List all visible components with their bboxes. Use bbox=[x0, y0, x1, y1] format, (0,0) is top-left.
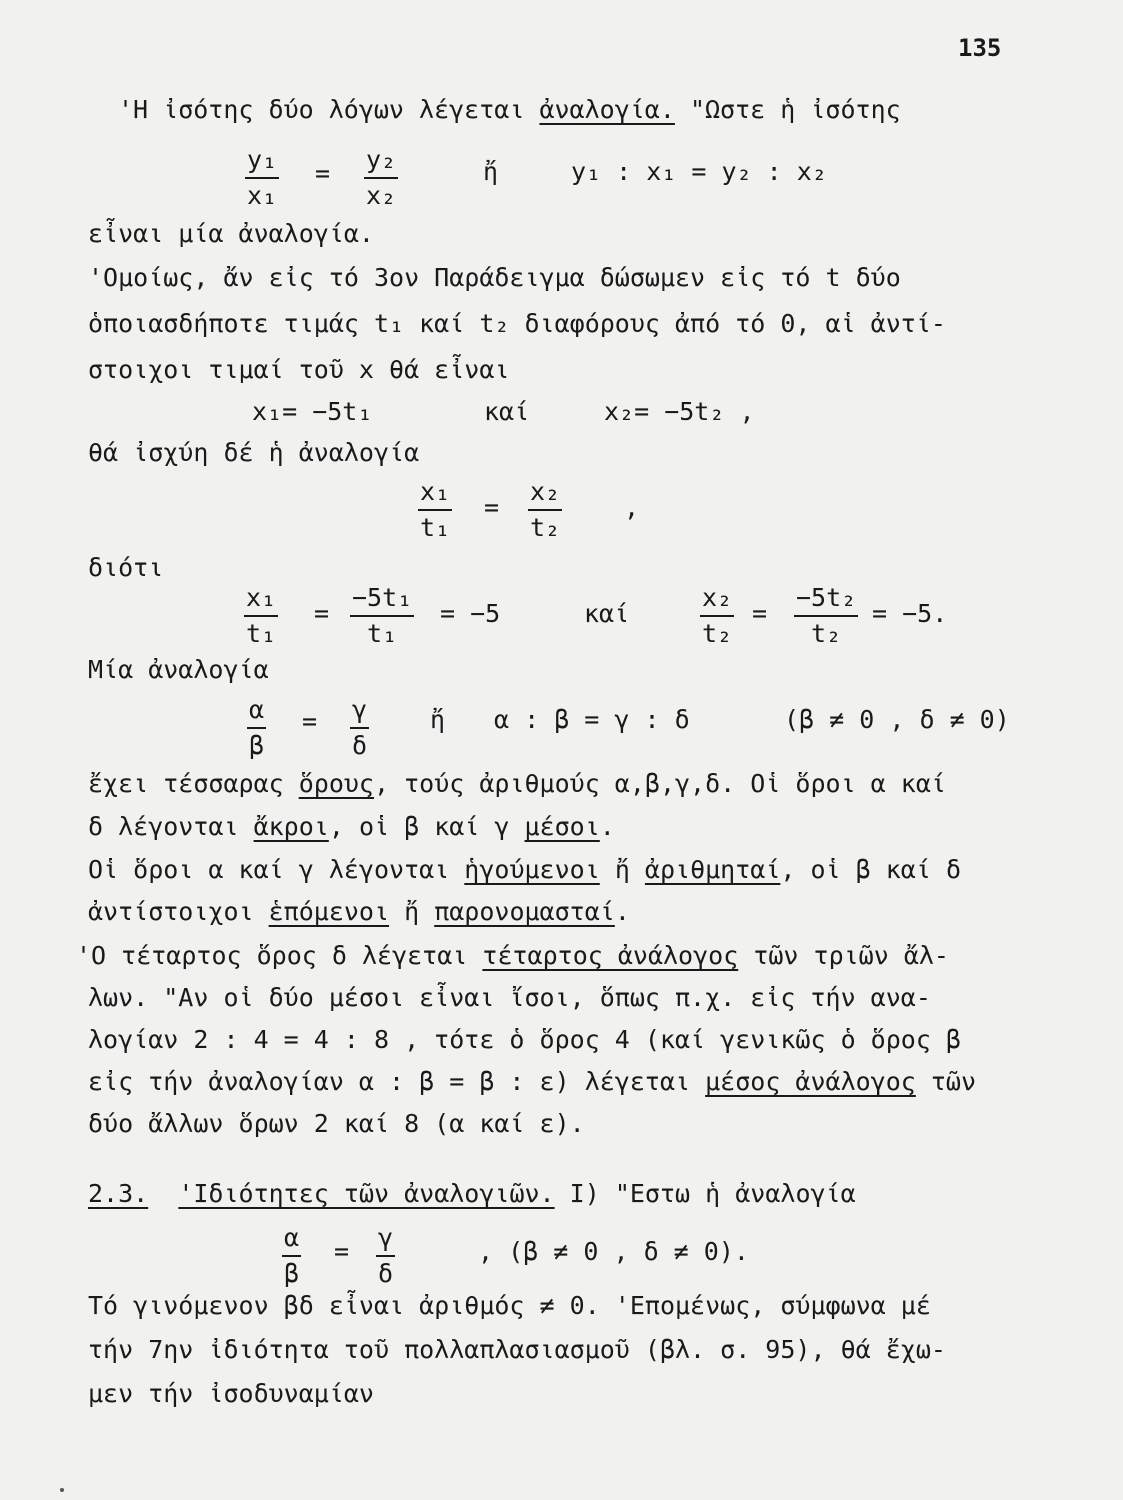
term-underlined: ἄκροι bbox=[253, 812, 329, 841]
section-number: 2.3. bbox=[88, 1179, 149, 1208]
numerator: −5t₁ bbox=[350, 584, 414, 617]
fraction bbox=[350, 696, 369, 760]
equation-right: x₂= −5t₂ , bbox=[604, 397, 755, 426]
text: , οἱ β καί δ bbox=[780, 855, 962, 884]
numerator: x₂ bbox=[700, 584, 734, 617]
condition: , (β ≠ 0 , δ ≠ 0). bbox=[478, 1237, 749, 1266]
text-line bbox=[88, 896, 630, 928]
text-line: λογίαν 2 : 4 = 4 : 8 , τότε ὁ ὅρος 4 (καί γενικῶς ὁ ὅρος β bbox=[88, 1025, 961, 1054]
text-line bbox=[76, 940, 949, 972]
term-underlined: ἡγούμενοι bbox=[464, 855, 600, 884]
text-line bbox=[88, 1066, 976, 1098]
fraction bbox=[528, 478, 562, 542]
section-heading bbox=[88, 1178, 856, 1210]
condition: (β ≠ 0 , δ ≠ 0) bbox=[784, 705, 1010, 734]
text: Οἱ ὅροι α καί γ λέγονται bbox=[88, 855, 465, 884]
fraction bbox=[245, 146, 279, 210]
denominator: δ bbox=[352, 731, 368, 760]
text: δ λέγονται bbox=[88, 812, 254, 841]
numerator: γ bbox=[350, 696, 369, 729]
numerator: y₁ bbox=[245, 146, 279, 179]
equals-sign: = bbox=[302, 707, 318, 736]
section-title: 'Ιδιότητες τῶν ἀναλογιῶν. bbox=[178, 1179, 555, 1208]
text-line: δύο ἄλλων ὅρων 2 καί 8 (α καί ε). bbox=[88, 1109, 585, 1138]
text: ἤ bbox=[599, 855, 645, 884]
text: τῶν bbox=[915, 1067, 977, 1096]
fraction bbox=[244, 584, 278, 648]
denominator: t₂ bbox=[702, 619, 733, 648]
equals-sign: = bbox=[334, 1237, 350, 1266]
text-line: μεν τήν ἰσοδυναμίαν bbox=[88, 1379, 374, 1408]
text: , τούς ἀριθμούς α,β,γ,δ. Οἱ ὅροι α καί bbox=[373, 769, 946, 798]
text-line bbox=[88, 768, 946, 800]
denominator: β bbox=[249, 731, 265, 760]
numerator: y₂ bbox=[364, 146, 398, 179]
or-word: ἤ bbox=[430, 705, 446, 734]
text-line: εἶναι μία ἀναλογία. bbox=[88, 219, 374, 248]
term-underlined: μέσοι bbox=[524, 812, 600, 841]
equals-sign: = bbox=[314, 599, 330, 628]
term-underlined: ἑπόμενοι bbox=[268, 897, 390, 926]
fraction bbox=[350, 584, 414, 648]
text-line: Μία ἀναλογία bbox=[88, 655, 269, 684]
equals-sign: = bbox=[315, 159, 331, 188]
text: 'Η ἰσότης δύο λόγων λέγεται bbox=[118, 95, 540, 124]
term-underlined: ὅρους bbox=[298, 769, 374, 798]
fraction bbox=[247, 696, 266, 760]
denominator: t₁ bbox=[420, 513, 451, 542]
text-line: ὁποιασδήποτε τιμάς t₁ καί t₂ διαφόρους ἀπό τό 0, αἱ ἀντί- bbox=[88, 309, 946, 338]
text-line: τήν 7ην ἰδιότητα τοῦ πολλαπλασιασμοῦ (βλ. σ. 95), θά ἔχω- bbox=[88, 1335, 946, 1364]
numerator: −5t₂ bbox=[794, 584, 858, 617]
text: ἤ bbox=[389, 897, 435, 926]
fraction bbox=[282, 1224, 301, 1288]
and-word: καί bbox=[484, 397, 530, 426]
term-underlined: παρονομασταί bbox=[434, 897, 615, 926]
text-line: λων. "Αν οἱ δύο μέσοι εἶναι ἴσοι, ὅπως π.χ. εἰς τήν ανα- bbox=[88, 983, 931, 1012]
denominator: t₁ bbox=[246, 619, 277, 648]
term-underlined: ἀριθμηταί bbox=[644, 855, 781, 884]
equation-inline: α : β = γ : δ bbox=[494, 705, 690, 734]
term-underlined: μέσος ἀνάλογος bbox=[705, 1067, 916, 1096]
term-underlined: ἀναλογία. bbox=[539, 95, 675, 124]
denominator: δ bbox=[378, 1259, 394, 1288]
scan-mark bbox=[60, 1488, 64, 1492]
numerator: x₁ bbox=[418, 478, 452, 511]
text-line: θά ἰσχύη δέ ἡ ἀναλογία bbox=[88, 438, 420, 467]
text-line: Τό γινόμενον βδ εἶναι ἀριθμός ≠ 0. 'Επομένως, σύμφωνα μέ bbox=[88, 1291, 931, 1320]
equals-sign: = bbox=[484, 493, 500, 522]
or-word: ἤ bbox=[483, 157, 499, 186]
equation-inline: y₁ : x₁ = y₂ : x₂ bbox=[571, 157, 827, 186]
numerator: α bbox=[247, 696, 266, 729]
equation-left: x₁= −5t₁ bbox=[252, 397, 373, 426]
text: . bbox=[614, 897, 630, 926]
text: ἔχει τέσσαρας bbox=[88, 769, 299, 798]
and-word: καί bbox=[584, 599, 630, 628]
equals-sign: = bbox=[752, 599, 768, 628]
text-line: στοιχοι τιμαί τοῦ x θά εἶναι bbox=[88, 355, 510, 384]
text: , οἱ β καί γ bbox=[328, 812, 525, 841]
comma: , bbox=[624, 493, 640, 522]
numerator: x₂ bbox=[528, 478, 562, 511]
text: ἀντίστοιχοι bbox=[88, 897, 269, 926]
text: τῶν τριῶν ἄλ- bbox=[738, 941, 949, 970]
denominator: x₁ bbox=[247, 181, 278, 210]
text-line bbox=[118, 94, 901, 126]
denominator: t₁ bbox=[367, 619, 398, 648]
text: 'Ο τέταρτος ὅρος δ λέγεται bbox=[76, 941, 483, 970]
denominator: t₂ bbox=[811, 619, 842, 648]
fraction bbox=[700, 584, 734, 648]
text: εἰς τήν ἀναλογίαν α : β = β : ε) λέγεται bbox=[88, 1067, 706, 1096]
fraction bbox=[418, 478, 452, 542]
text-line bbox=[88, 854, 961, 886]
result: = −5 bbox=[440, 599, 501, 628]
denominator: t₂ bbox=[530, 513, 561, 542]
text-line bbox=[88, 811, 615, 843]
text: Ι) "Εστω ἡ ἀναλογία bbox=[554, 1179, 856, 1208]
denominator: x₂ bbox=[366, 181, 397, 210]
text: "Ωστε ἡ ἰσότης bbox=[674, 95, 901, 124]
fraction bbox=[364, 146, 398, 210]
numerator: x₁ bbox=[244, 584, 278, 617]
text: . bbox=[599, 812, 615, 841]
fraction bbox=[376, 1224, 395, 1288]
page-number: 135 bbox=[958, 34, 1002, 62]
result: = −5. bbox=[872, 599, 948, 628]
numerator: α bbox=[282, 1224, 301, 1257]
text-line: 'Ομοίως, ἄν εἰς τό 3ον Παράδειγμα δώσωμεν εἰς τό t δύο bbox=[88, 263, 901, 292]
numerator: γ bbox=[376, 1224, 395, 1257]
term-underlined: τέταρτος ἀνάλογος bbox=[482, 941, 739, 970]
denominator: β bbox=[284, 1259, 300, 1288]
fraction bbox=[794, 584, 858, 648]
text-line: διότι bbox=[88, 553, 164, 582]
